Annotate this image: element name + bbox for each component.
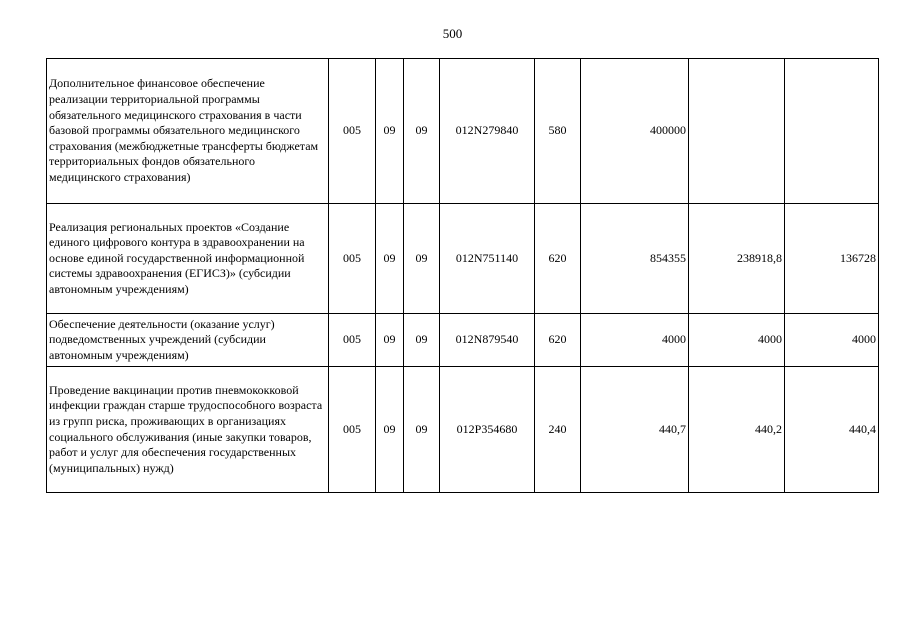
ministry-code: 005 bbox=[329, 367, 376, 493]
amount-year-1: 400000 bbox=[581, 59, 689, 204]
expense-type-code: 240 bbox=[535, 367, 581, 493]
section-code: 09 bbox=[376, 314, 404, 367]
section-code: 09 bbox=[376, 367, 404, 493]
expense-name: Реализация региональных проектов «Создание единого цифрового контура в здравоохранении на основе единой государственной информационной системы здравоохранения (ЕГИСЗ)» (субсидии автономным учреждениям) bbox=[47, 204, 329, 314]
expense-name: Дополнительное финансовое обеспечение реализации территориальной программы обязательного медицинского страхования в части базовой программы обязательного медицинского страхования (межбюджетные трансферты бюджетам территориальных фондов обязательного медицинского страхования) bbox=[47, 59, 329, 204]
table-row bbox=[47, 367, 879, 493]
table-row bbox=[47, 204, 879, 314]
target-code: 012P354680 bbox=[440, 367, 535, 493]
amount-year-1: 854355 bbox=[581, 204, 689, 314]
subsection-code: 09 bbox=[404, 204, 440, 314]
ministry-code: 005 bbox=[329, 59, 376, 204]
subsection-code: 09 bbox=[404, 59, 440, 204]
target-code: 012N279840 bbox=[440, 59, 535, 204]
amount-year-3: 440,4 bbox=[785, 367, 879, 493]
section-code: 09 bbox=[376, 204, 404, 314]
expense-name: Проведение вакцинации против пневмококковой инфекции граждан старше трудоспособного возраста из групп риска, проживающих в организациях социального обслуживания (иные закупки товаров, работ и услуг для обеспечения государственных (муниципальных) нужд) bbox=[47, 367, 329, 493]
target-code: 012N751140 bbox=[440, 204, 535, 314]
amount-year-3 bbox=[785, 59, 879, 204]
expense-type-code: 580 bbox=[535, 59, 581, 204]
amount-year-2: 238918,8 bbox=[689, 204, 785, 314]
amount-year-3: 136728 bbox=[785, 204, 879, 314]
subsection-code: 09 bbox=[404, 314, 440, 367]
expense-type-code: 620 bbox=[535, 204, 581, 314]
amount-year-2 bbox=[689, 59, 785, 204]
amount-year-3: 4000 bbox=[785, 314, 879, 367]
ministry-code: 005 bbox=[329, 314, 376, 367]
table-row bbox=[47, 314, 879, 367]
ministry-code: 005 bbox=[329, 204, 376, 314]
target-code: 012N879540 bbox=[440, 314, 535, 367]
table-row bbox=[47, 59, 879, 204]
page-number: 500 bbox=[442, 26, 463, 41]
amount-year-1: 440,7 bbox=[581, 367, 689, 493]
amount-year-2: 4000 bbox=[689, 314, 785, 367]
section-code: 09 bbox=[376, 59, 404, 204]
expense-type-code: 620 bbox=[535, 314, 581, 367]
amount-year-1: 4000 bbox=[581, 314, 689, 367]
expense-name: Обеспечение деятельности (оказание услуг) подведомственных учреждений (субсидии автономным учреждениям) bbox=[47, 314, 329, 367]
amount-year-2: 440,2 bbox=[689, 367, 785, 493]
budget-table bbox=[46, 58, 879, 493]
subsection-code: 09 bbox=[404, 367, 440, 493]
